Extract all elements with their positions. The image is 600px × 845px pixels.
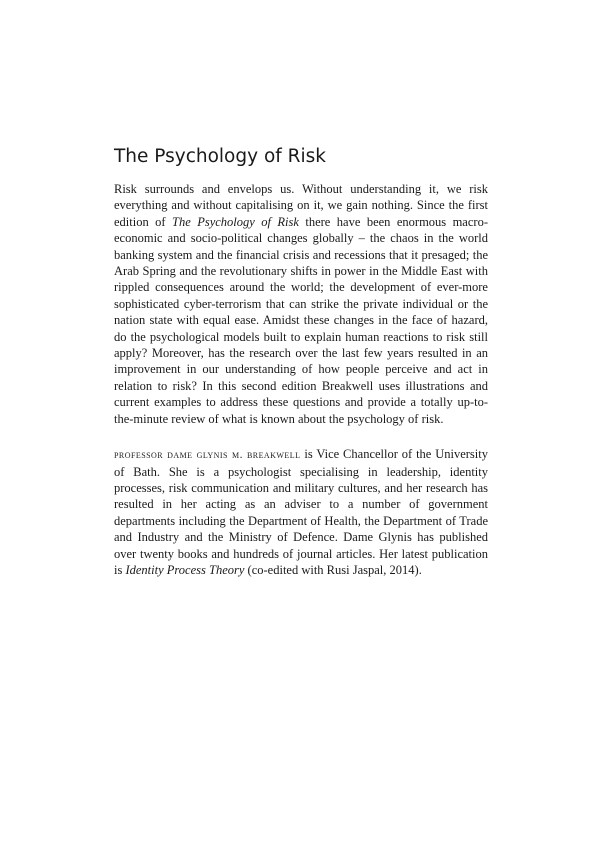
author-bio [114, 446, 488, 578]
author-bio-text-end: (co-edited with Rusi Jaspal, 2014). [244, 562, 422, 577]
author-name: professor dame glynis m. breakwell [114, 449, 301, 462]
latest-publication-title: Identity Process Theory [125, 562, 245, 577]
author-bio-text-start: is Vice Chancellor of the University of Bath. She is a psychologist specialising in leadership, identity processes, risk communication and military cultures, and her research has resulted in her acting as an adviser to a number of government departments including the Department of Health, the Department of Trade and Industry and the Ministry of Defence. Dame Glynis has published over twenty books and hundreds of journal articles. Her latest publication is [114, 447, 488, 577]
blurb-text-start: Risk surrounds and envelops us. Without understanding it, we risk everything and without capitalising on it, we gain nothing. Since the first edition of [114, 182, 488, 229]
content-block [114, 146, 488, 578]
blurb-text-end: there have been enormous macro-economic and socio-political changes globally – the chaos in the world banking system and the financial crisis and recessions that it presaged; the Arab Spring and the revolutionary shifts in power in the Middle East with rippled consequences around the world; the development of ever-more sophisticated cyber-terrorism that can strike the private individual or the nation state with equal ease. Amidst these changes in the face of hazard, do the psychological models built to explain human reactions to risk still apply? Moreover, has the research over the last few years resulted in an improvement in our understanding of how people perceive and act in relation to risk? In this second edition Breakwell uses illustrations and current examples to address these questions and provide a totally up-to-the-minute review of what is known about the psychology of risk. [114, 214, 488, 426]
book-blurb [114, 181, 488, 427]
page-title: The Psychology of Risk [114, 146, 327, 167]
book-title-italic: The Psychology of Risk [172, 214, 299, 229]
